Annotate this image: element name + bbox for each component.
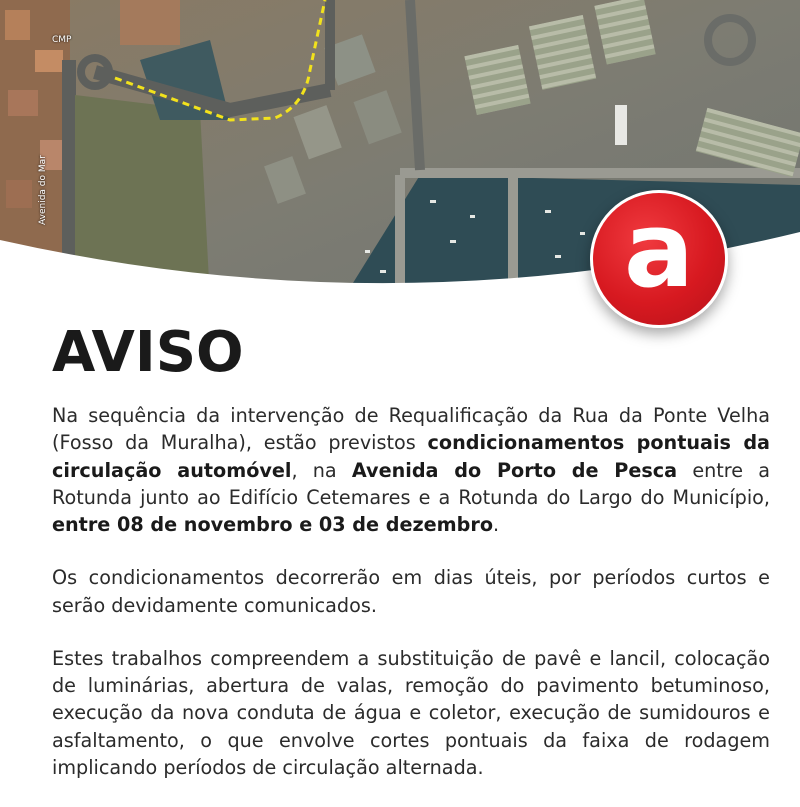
p1-bold-3: entre 08 de novembro e 03 de dezembro <box>52 513 494 537</box>
paragraph-2: Os condicionamentos decorrerão em dias úteis, por períodos curtos e serão devidamente comunicados. <box>52 566 770 617</box>
logo-letter: a <box>623 189 695 311</box>
p1-text-2: , na <box>291 458 352 482</box>
p1-text-3: entre a Rotunda junto ao Edifício Cetemares e a Rotunda do Largo do Município, <box>52 458 771 509</box>
page-title: AVISO <box>52 320 244 385</box>
map-label-avenida: Avenida do Mar <box>38 155 48 225</box>
paragraph-3: Estes trabalhos compreendem a substituição de pavê e lancil, colocação de luminárias, abertura de valas, remoção do pavimento betuminoso, execução da nova conduta de água e coletor, execução de sumidouros e asfaltamento, o que envolve cortes pontuais da faixa de rodagem implicando períodos de circulação alternada. <box>52 646 770 779</box>
map-label-cmp: CMP <box>52 35 72 45</box>
p1-bold-1: condicionamentos pontuais da circulação automóvel <box>52 431 771 482</box>
p1-text-4: . <box>493 513 500 537</box>
logo-badge <box>590 190 728 328</box>
paragraph-1 <box>52 402 770 538</box>
p1-bold-2: Avenida do Porto de Pesca <box>351 458 678 482</box>
p1-text-1: Na sequência da intervenção de Requalificação da Rua da Ponte Velha (Fosso da Muralha), estão previstos <box>52 404 770 455</box>
notice-body <box>52 402 770 807</box>
